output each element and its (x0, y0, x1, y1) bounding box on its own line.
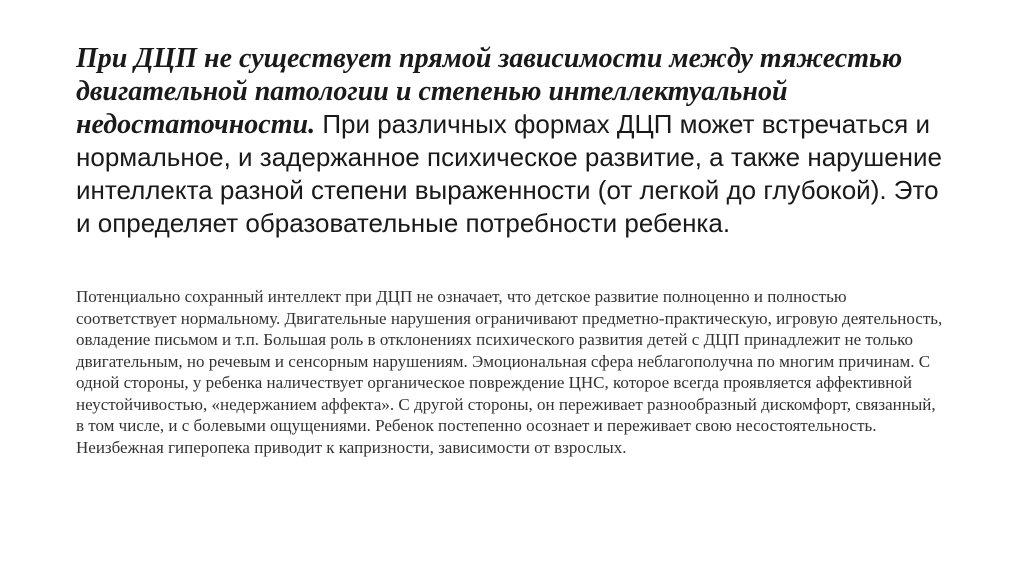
main-paragraph (76, 42, 956, 240)
main-paragraph-emphasis: При ДЦП не существует прямой зависимости между тяжестью двигательной патологии и степенью интеллектуальной недостаточности. (76, 43, 903, 140)
secondary-paragraph: Потенциально сохранный интеллект при ДЦП не означает, что детское развитие полноценно и полностью соответствует нормальному. Двигательные нарушения ограничивают предметно-практическую, игровую деятельность, овладение письмом и т.п. Большая роль в отклонениях психического развития детей с ДЦП принадлежит не только двигательным, но речевым и сенсорным нарушениям. Эмоциональная сфера неблагополучна по многим причинам. С одной стороны, у ребенка наличествует органическое повреждение ЦНС, которое всегда проявляется аффективной неустойчивостью, «недержанием аффекта». С другой стороны, он переживает разнообразный дискомфорт, связанный, в том числе, и с болевыми ощущениями. Ребенок постепенно осознает и переживает свою несостоятельность. Неизбежная гиперопека приводит к капризности, зависимости от взрослых. (76, 287, 943, 457)
main-paragraph-text: При различных формах ДЦП может встречаться и нормальное, и задержанное психическое развитие, а также нарушение интеллекта разной степени выраженности (от легкой до глубокой). Это и определяет образовательные потребности ребенка. (76, 109, 943, 238)
